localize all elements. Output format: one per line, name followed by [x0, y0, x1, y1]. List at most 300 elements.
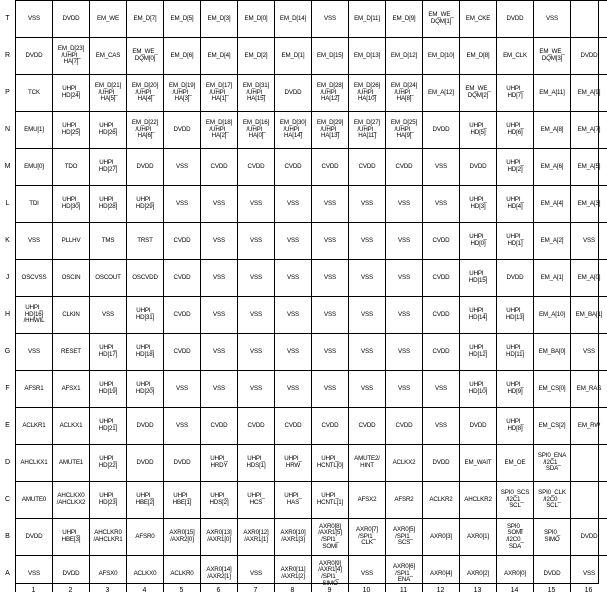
pin-cell [126, 111, 163, 148]
pin-name: UHPI_ HD[9] [506, 381, 524, 395]
pin-name: VSS [176, 384, 188, 392]
pin-cell [126, 74, 163, 111]
pin-name: UHPI_ HD[30] [61, 196, 81, 210]
pin-name: UHPI_ HAS [284, 492, 302, 506]
row-label: R [4, 52, 11, 59]
pin-cell [237, 481, 274, 518]
pin-cell [311, 518, 348, 555]
pin-name: UHPI_ HD[15] [468, 270, 488, 284]
pin-name: VSS [213, 199, 225, 207]
pin-name: VSS [583, 347, 595, 355]
pin-name: UHPI_ HD[16] /HHWIL [23, 304, 45, 325]
pin-name: AFSR2 [394, 495, 414, 503]
pin-name: EM_D[29] /UHPI_ HA[13] [316, 119, 344, 140]
pin-cell [496, 74, 533, 111]
pin-cell [459, 296, 496, 333]
pin-name: EM_A[8] [540, 125, 564, 133]
pin-name: ACLKX0 [133, 569, 157, 577]
pin-name: EM_D[4] [207, 51, 231, 59]
pin-cell [274, 296, 311, 333]
column-label: 8 [290, 587, 295, 594]
pin-name: EM_WE_ DQM[3] [539, 48, 565, 62]
pin-cell [52, 333, 89, 370]
pin-cell [570, 444, 607, 481]
pin-name: UHPI_ HD[20] [135, 381, 155, 395]
pin-cell [496, 407, 533, 444]
pin-cell [496, 185, 533, 222]
pin-name: AHCLKR2 [464, 495, 492, 503]
pin-cell [348, 222, 385, 259]
pin-name: EM_D[26] /UHPI_ HA[10] [353, 82, 381, 103]
pin-cell [422, 37, 459, 74]
pin-name: AXR0[2] [467, 569, 489, 577]
pin-name: DVDD [432, 125, 450, 133]
pin-cell [52, 296, 89, 333]
pin-name: EM_WE_ DQM[0] [132, 48, 158, 62]
pin-cell [533, 111, 570, 148]
pin-name: EM_CAS [95, 51, 121, 59]
pin-name: EM_RAS [576, 384, 602, 392]
pin-cell [533, 444, 570, 481]
pin-name: EM_CS[0] [538, 384, 566, 392]
pin-name: UHPI_ HDS[2] [209, 492, 229, 506]
pin-cell [311, 74, 348, 111]
pin-cell [200, 407, 237, 444]
pin-name: AXR0[13] /AXR1[0] [206, 529, 232, 543]
pin-cell [385, 518, 422, 555]
pin-cell [274, 185, 311, 222]
pin-name: CVDD [247, 162, 265, 170]
pin-name: UHPI_ HD[28] [98, 196, 118, 210]
pin-name: EM_D[28] /UHPI_ HA[12] [316, 82, 344, 103]
pin-name: EM_A[11] [539, 88, 565, 96]
pin-name: UHPI_ HBE[1] [172, 492, 192, 506]
pin-cell [385, 407, 422, 444]
pin-cell [163, 259, 200, 296]
pin-name: EM_D[18] /UHPI_ HA[2] [205, 119, 233, 140]
pin-name: AXR0[15] /AXR2[0] [169, 529, 195, 543]
pin-cell [533, 0, 570, 37]
pin-name: DVDD [136, 162, 154, 170]
pin-name: EM_D[0] [244, 14, 268, 22]
pin-cell [422, 222, 459, 259]
pin-cell [459, 74, 496, 111]
pin-cell [570, 296, 607, 333]
pin-cell [274, 259, 311, 296]
pin-cell [533, 407, 570, 444]
pin-name: EM_D[1] [281, 51, 305, 59]
pin-name: VSS [28, 569, 40, 577]
pin-name: SPI0_CLK /I2C0_ SCL [538, 489, 566, 510]
pin-name: DVDD [580, 51, 598, 59]
pin-cell [385, 481, 422, 518]
pin-cell [89, 370, 126, 407]
pin-cell [89, 444, 126, 481]
pin-cell [89, 185, 126, 222]
pin-name: UHPI_ HD[8] [506, 418, 524, 432]
pin-cell [15, 74, 52, 111]
pin-cell [311, 407, 348, 444]
pin-name: SPI0_ SOMI /I2C0_ SDA [506, 522, 524, 550]
pin-cell [385, 296, 422, 333]
pin-cell [237, 74, 274, 111]
column-label: 10 [362, 587, 371, 594]
pin-name: EM_A[5] [577, 162, 601, 170]
pin-name: UHPI_ HD[29] [135, 196, 155, 210]
pin-cell [15, 407, 52, 444]
pin-cell [385, 148, 422, 185]
pin-name: EM_A[9] [577, 88, 601, 96]
pin-name: AXR0[10] /AXR1[3] [280, 529, 306, 543]
column-label: 11 [399, 587, 408, 594]
pin-cell [533, 333, 570, 370]
pin-name: DVDD [62, 569, 80, 577]
row-label: D [4, 459, 11, 466]
pin-name: UHPI_ HD[1] [506, 233, 524, 247]
pin-cell [237, 296, 274, 333]
pin-name: DVDD [173, 458, 191, 466]
pin-cell [459, 111, 496, 148]
pin-cell [422, 444, 459, 481]
pin-cell [422, 296, 459, 333]
pin-cell [15, 444, 52, 481]
row-label: J [5, 274, 10, 281]
pin-cell [348, 148, 385, 185]
pin-cell [348, 111, 385, 148]
pin-name: DVDD [506, 14, 524, 22]
pin-name: AHCLKX1 [20, 458, 48, 466]
pin-name: ACLKR2 [429, 495, 453, 503]
pin-cell [200, 444, 237, 481]
pin-cell [422, 481, 459, 518]
pin-cell [52, 111, 89, 148]
column-label: 5 [179, 587, 184, 594]
pin-cell [311, 481, 348, 518]
pin-name: VSS [287, 199, 299, 207]
pin-cell [385, 259, 422, 296]
row-label: C [4, 496, 11, 503]
pin-name: VSS [361, 236, 373, 244]
pin-cell [496, 148, 533, 185]
pin-cell [348, 74, 385, 111]
pin-cell [422, 407, 459, 444]
pin-cell [422, 0, 459, 37]
pin-name: EM_A[7] [577, 125, 601, 133]
pin-cell [89, 148, 126, 185]
pin-name: VSS [28, 236, 40, 244]
pin-name: CVDD [321, 162, 339, 170]
pin-cell [570, 0, 607, 37]
pin-name: DVDD [173, 125, 191, 133]
pin-cell [348, 444, 385, 481]
pin-cell [533, 222, 570, 259]
pin-cell [126, 148, 163, 185]
pin-cell [200, 481, 237, 518]
pin-name: EMU[0] [24, 162, 44, 170]
pin-name: OSCVDD [132, 273, 158, 281]
pin-cell [311, 111, 348, 148]
pin-cell [533, 185, 570, 222]
pin-name: EM_D[30] /UHPI_ HA[14] [279, 119, 307, 140]
pin-cell [348, 333, 385, 370]
pin-cell [274, 333, 311, 370]
pin-cell [15, 296, 52, 333]
column-label: 9 [327, 587, 332, 594]
pin-cell [570, 74, 607, 111]
pin-cell [348, 37, 385, 74]
pin-name: VSS [435, 421, 447, 429]
pin-cell [496, 333, 533, 370]
pin-name: AMUTE0 [21, 495, 47, 503]
pin-name: VSS [546, 14, 558, 22]
pin-cell [200, 111, 237, 148]
pin-name: EM_D[14] [279, 14, 307, 22]
pin-cell [459, 370, 496, 407]
column-label: 7 [253, 587, 258, 594]
pin-name: UHPI_ HCS [247, 492, 265, 506]
pin-cell [459, 185, 496, 222]
pin-cell [237, 148, 274, 185]
pin-name: UHPI_ HBE[3] [61, 529, 81, 543]
pin-cell [15, 259, 52, 296]
pin-name: UHPI_ HD[17] [98, 344, 118, 358]
pin-name: UHPI_ HBE[2] [135, 492, 155, 506]
pin-cell [200, 518, 237, 555]
pin-name: CVDD [432, 236, 450, 244]
pin-name: TCK [28, 88, 40, 96]
pin-name: AFSX2 [357, 495, 377, 503]
pin-name: EM_A[1] [540, 273, 564, 281]
pin-name: VSS [324, 273, 336, 281]
pin-name: EM_D[31] /UHPI_ HA[15] [242, 82, 270, 103]
pin-cell [496, 0, 533, 37]
pin-cell [200, 148, 237, 185]
pin-name: EM_D[9] [392, 14, 416, 22]
pin-cell [422, 185, 459, 222]
pin-cell [15, 518, 52, 555]
pin-cell [89, 111, 126, 148]
pin-name: UHPI_ HD[0] [469, 233, 487, 247]
pin-name: VSS [287, 384, 299, 392]
pin-cell [459, 222, 496, 259]
pin-cell [200, 74, 237, 111]
pin-cell [459, 444, 496, 481]
pin-name: ACLKR0 [170, 569, 194, 577]
pin-name: AXR0[3] [430, 532, 452, 540]
pin-cell [274, 370, 311, 407]
pin-cell [496, 296, 533, 333]
pin-name: TDI [29, 199, 39, 207]
pin-name: UHPI_ HD[22] [98, 455, 118, 469]
column-label: 1 [31, 587, 36, 594]
pin-cell [237, 370, 274, 407]
pin-cell [89, 37, 126, 74]
pin-cell [533, 518, 570, 555]
pin-name: UHPI_ HD[3] [469, 196, 487, 210]
pin-name: DVDD [284, 88, 302, 96]
pin-cell [496, 481, 533, 518]
pin-name: VSS [250, 273, 262, 281]
pin-cell [89, 481, 126, 518]
pin-cell [496, 111, 533, 148]
pin-cell [311, 259, 348, 296]
pin-cell [126, 333, 163, 370]
pin-cell [126, 370, 163, 407]
pin-name: UHPI_ HD[13] [505, 307, 525, 321]
pin-name: DVDD [506, 273, 524, 281]
pin-name: UHPI_ HD[7] [506, 85, 524, 99]
pin-name: VSS [324, 14, 336, 22]
pin-cell [348, 407, 385, 444]
pin-name: RESET [61, 347, 81, 355]
pin-name: AXR0[9] /AXR1[4] /SPI1_ SIMO [318, 559, 342, 587]
pin-name: UHPI_ HD[5] [469, 122, 487, 136]
pin-grid [15, 0, 603, 587]
pin-cell [126, 407, 163, 444]
pin-name: UHPI_ HD[31] [135, 307, 155, 321]
pin-cell [422, 111, 459, 148]
pin-name: EM_D[16] /UHPI_ HA[0] [242, 119, 270, 140]
row-label: G [4, 348, 11, 355]
column-label: 12 [436, 587, 445, 594]
pin-cell [311, 37, 348, 74]
pin-name: AHCLKX0 /AHCLKX2 [56, 492, 86, 506]
pin-name: UHPI_ HD[2] [506, 159, 524, 173]
pin-cell [570, 481, 607, 518]
pin-cell [274, 37, 311, 74]
pin-cell [348, 296, 385, 333]
pin-name: CVDD [210, 421, 228, 429]
pin-name: EM_D[7] [133, 14, 157, 22]
pin-name: UHPI_ HRW [284, 455, 302, 469]
pin-cell [163, 518, 200, 555]
pin-cell [237, 407, 274, 444]
pin-name: TMS [101, 236, 115, 244]
pin-name: UHPI_ HCNTL[0] [316, 455, 344, 469]
pin-cell [89, 407, 126, 444]
pin-cell [163, 370, 200, 407]
pin-cell [89, 333, 126, 370]
pin-cell [311, 296, 348, 333]
pin-name: CVDD [173, 236, 191, 244]
pin-name: DVDD [580, 532, 598, 540]
pin-name: PLLHV [61, 236, 81, 244]
pin-name: VSS [250, 347, 262, 355]
pin-cell [348, 0, 385, 37]
pin-cell [496, 222, 533, 259]
pin-name: VSS [213, 384, 225, 392]
pin-cell [237, 37, 274, 74]
pin-cell [385, 111, 422, 148]
pin-name: AFSR0 [135, 532, 155, 540]
pin-cell [237, 0, 274, 37]
pin-cell [274, 481, 311, 518]
pin-name: DVDD [543, 569, 561, 577]
pin-name: VSS [213, 347, 225, 355]
pin-name: EM_CLK [503, 51, 527, 59]
pin-cell [126, 518, 163, 555]
pin-name: DVDD [432, 458, 450, 466]
pin-name: CVDD [173, 310, 191, 318]
pin-name: DVDD [62, 14, 80, 22]
pin-cell [570, 185, 607, 222]
pin-cell [570, 148, 607, 185]
pin-cell [126, 222, 163, 259]
pin-name: AFSX1 [61, 384, 81, 392]
pin-name: AXR0[5] /SPI1_ SCS [393, 526, 415, 547]
pin-cell [496, 37, 533, 74]
pin-cell [163, 407, 200, 444]
pin-name: CVDD [210, 162, 228, 170]
pin-name: VSS [324, 347, 336, 355]
column-label: 3 [105, 587, 110, 594]
pin-cell [385, 333, 422, 370]
pin-name: EM_D[2] [244, 51, 268, 59]
pin-cell [52, 481, 89, 518]
pin-name: CVDD [358, 162, 376, 170]
column-label: 4 [142, 587, 147, 594]
pin-cell [422, 148, 459, 185]
pin-name: EM_A[4] [540, 199, 564, 207]
pin-name: TDO [64, 162, 78, 170]
pin-cell [422, 74, 459, 111]
pin-name: CVDD [432, 273, 450, 281]
pin-name: VSS [250, 310, 262, 318]
pin-name: VSS [398, 199, 410, 207]
pin-name: ACLKX2 [392, 458, 416, 466]
pin-cell [533, 148, 570, 185]
row-label: A [5, 570, 10, 577]
pin-name: VSS [435, 384, 447, 392]
pin-name: DVDD [136, 458, 154, 466]
pin-cell [52, 74, 89, 111]
pin-cell [52, 518, 89, 555]
pin-cell [52, 0, 89, 37]
pin-cell [237, 444, 274, 481]
pin-name: DVDD [25, 532, 43, 540]
pin-cell [126, 185, 163, 222]
pin-cell [459, 518, 496, 555]
pin-cell [126, 37, 163, 74]
pin-name: UHPI_ HDS[1] [246, 455, 266, 469]
row-label: N [4, 126, 11, 133]
pin-name: EM_WE_ DQM[2] [465, 85, 491, 99]
pin-name: EM_D[24] /UHPI_ HA[8] [390, 82, 418, 103]
pin-cell [385, 185, 422, 222]
pin-cell [570, 518, 607, 555]
pin-cell [163, 222, 200, 259]
pin-name: VSS [324, 236, 336, 244]
pin-name: VSS [102, 310, 114, 318]
pin-name: CVDD [247, 421, 265, 429]
pin-name: EM_A[0] [577, 273, 601, 281]
row-label: M [4, 163, 11, 170]
pin-cell [496, 370, 533, 407]
pin-cell [311, 0, 348, 37]
pin-cell [126, 296, 163, 333]
pin-name: VSS [435, 162, 447, 170]
pin-name: EM_A[6] [540, 162, 564, 170]
pin-cell [274, 444, 311, 481]
pin-name: SPI0_SCS /I2C1_ SCL [500, 489, 530, 510]
pin-cell [237, 259, 274, 296]
pin-cell [52, 148, 89, 185]
pin-cell [459, 148, 496, 185]
pin-cell [89, 518, 126, 555]
column-label: 14 [510, 587, 519, 594]
pin-name: ACLKR1 [22, 421, 46, 429]
pin-cell [163, 111, 200, 148]
